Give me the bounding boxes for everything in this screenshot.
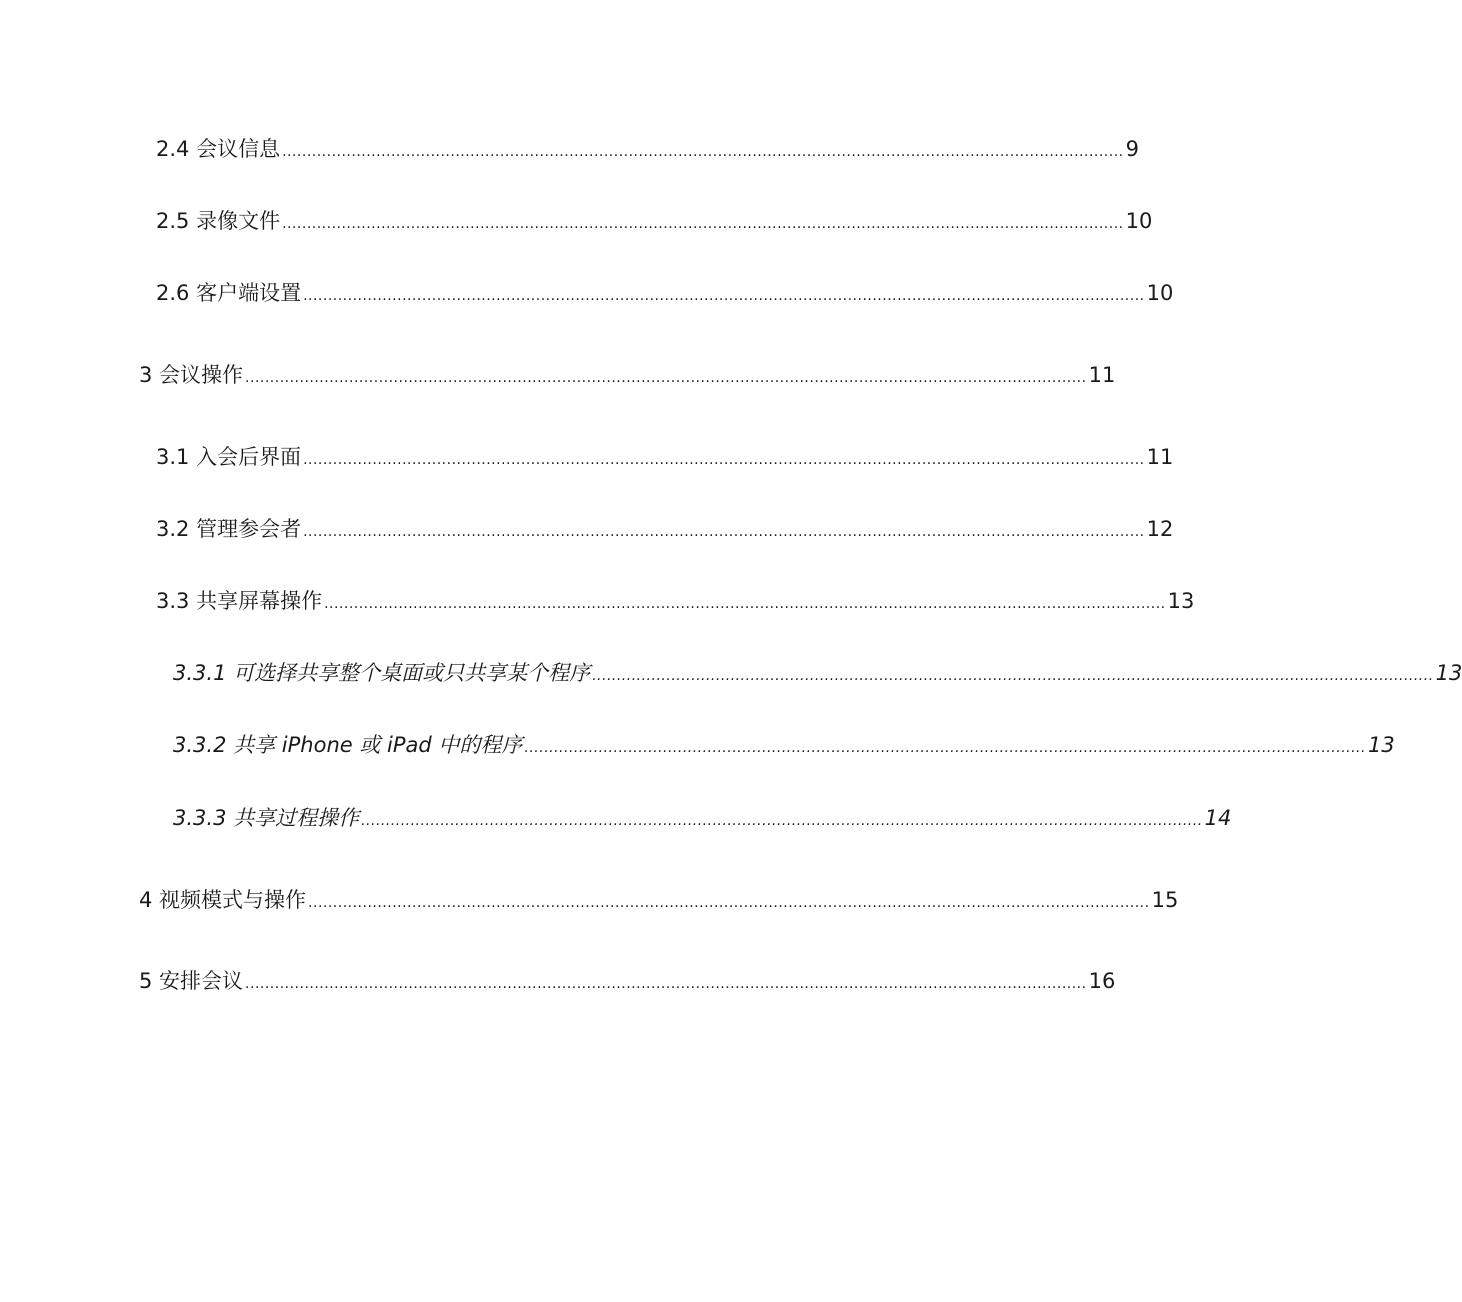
dot-leader: ..........................................................................................................................................................................: [282, 216, 1124, 232]
toc-entry-3-3[interactable]: [156, 587, 1195, 618]
toc-page-number: 12: [1146, 517, 1174, 541]
toc-page-number: 10: [1125, 209, 1153, 233]
toc-page-number: 9: [1125, 137, 1139, 161]
toc-entry-2-6[interactable]: [156, 279, 1174, 310]
toc-entry-label: 3.2 管理参会者: [156, 517, 302, 541]
toc-entry-label: 3.3.2 共享 iPhone 或 iPad 中的程序: [173, 733, 523, 757]
toc-page-number: 15: [1151, 888, 1179, 912]
toc-entry-label: 2.5 录像文件: [156, 209, 281, 233]
toc-entry-label: 5 安排会议: [139, 969, 244, 993]
toc-page-number: 14: [1204, 806, 1232, 830]
dot-leader: ..........................................................................................................................................................................: [303, 524, 1145, 540]
toc-page-number: 11: [1088, 363, 1116, 387]
toc-entry-label: 2.4 会议信息: [156, 137, 281, 161]
dot-leader: ..........................................................................................................................................................................: [361, 813, 1203, 829]
dot-leader: ..........................................................................................................................................................................: [303, 452, 1145, 468]
toc-entry-3-3-2[interactable]: [173, 731, 1395, 762]
dot-leader: ..........................................................................................................................................................................: [524, 740, 1366, 756]
toc-entry-label: 3.3 共享屏幕操作: [156, 589, 323, 613]
toc-entry-label: 3 会议操作: [139, 363, 244, 387]
dot-leader: ..........................................................................................................................................................................: [324, 596, 1166, 612]
toc-page-number: 11: [1146, 445, 1174, 469]
dot-leader: ..........................................................................................................................................................................: [245, 370, 1087, 386]
toc-page-number: 13: [1167, 589, 1195, 613]
toc-page-number: 13: [1435, 661, 1462, 685]
dot-leader: ..........................................................................................................................................................................: [308, 895, 1150, 911]
toc-entry-4[interactable]: [139, 886, 1179, 917]
toc-entry-3-3-3[interactable]: [173, 804, 1232, 835]
dot-leader: ..........................................................................................................................................................................: [282, 144, 1124, 160]
toc-entry-5[interactable]: [139, 967, 1116, 998]
dot-leader: ..........................................................................................................................................................................: [592, 668, 1434, 684]
toc-page-number: 10: [1146, 281, 1174, 305]
toc-entry-3-2[interactable]: [156, 515, 1174, 546]
toc-page-number: 13: [1367, 733, 1395, 757]
toc-entry-label: 3.3.3 共享过程操作: [173, 806, 360, 830]
dot-leader: ..........................................................................................................................................................................: [245, 976, 1087, 992]
toc-entry-label: 3.3.1 可选择共享整个桌面或只共享某个程序: [173, 661, 591, 685]
toc-entry-3-3-1[interactable]: [173, 659, 1462, 690]
toc-entry-2-5[interactable]: [156, 207, 1153, 238]
toc-entry-label: 3.1 入会后界面: [156, 445, 302, 469]
toc-page-number: 16: [1088, 969, 1116, 993]
toc-entry-2-4[interactable]: [156, 135, 1139, 166]
toc-entry-label: 2.6 客户端设置: [156, 281, 302, 305]
toc-entry-3[interactable]: [139, 361, 1116, 392]
toc-entry-label: 4 视频模式与操作: [139, 888, 307, 912]
dot-leader: ..........................................................................................................................................................................: [303, 288, 1145, 304]
toc-entry-3-1[interactable]: [156, 443, 1174, 474]
